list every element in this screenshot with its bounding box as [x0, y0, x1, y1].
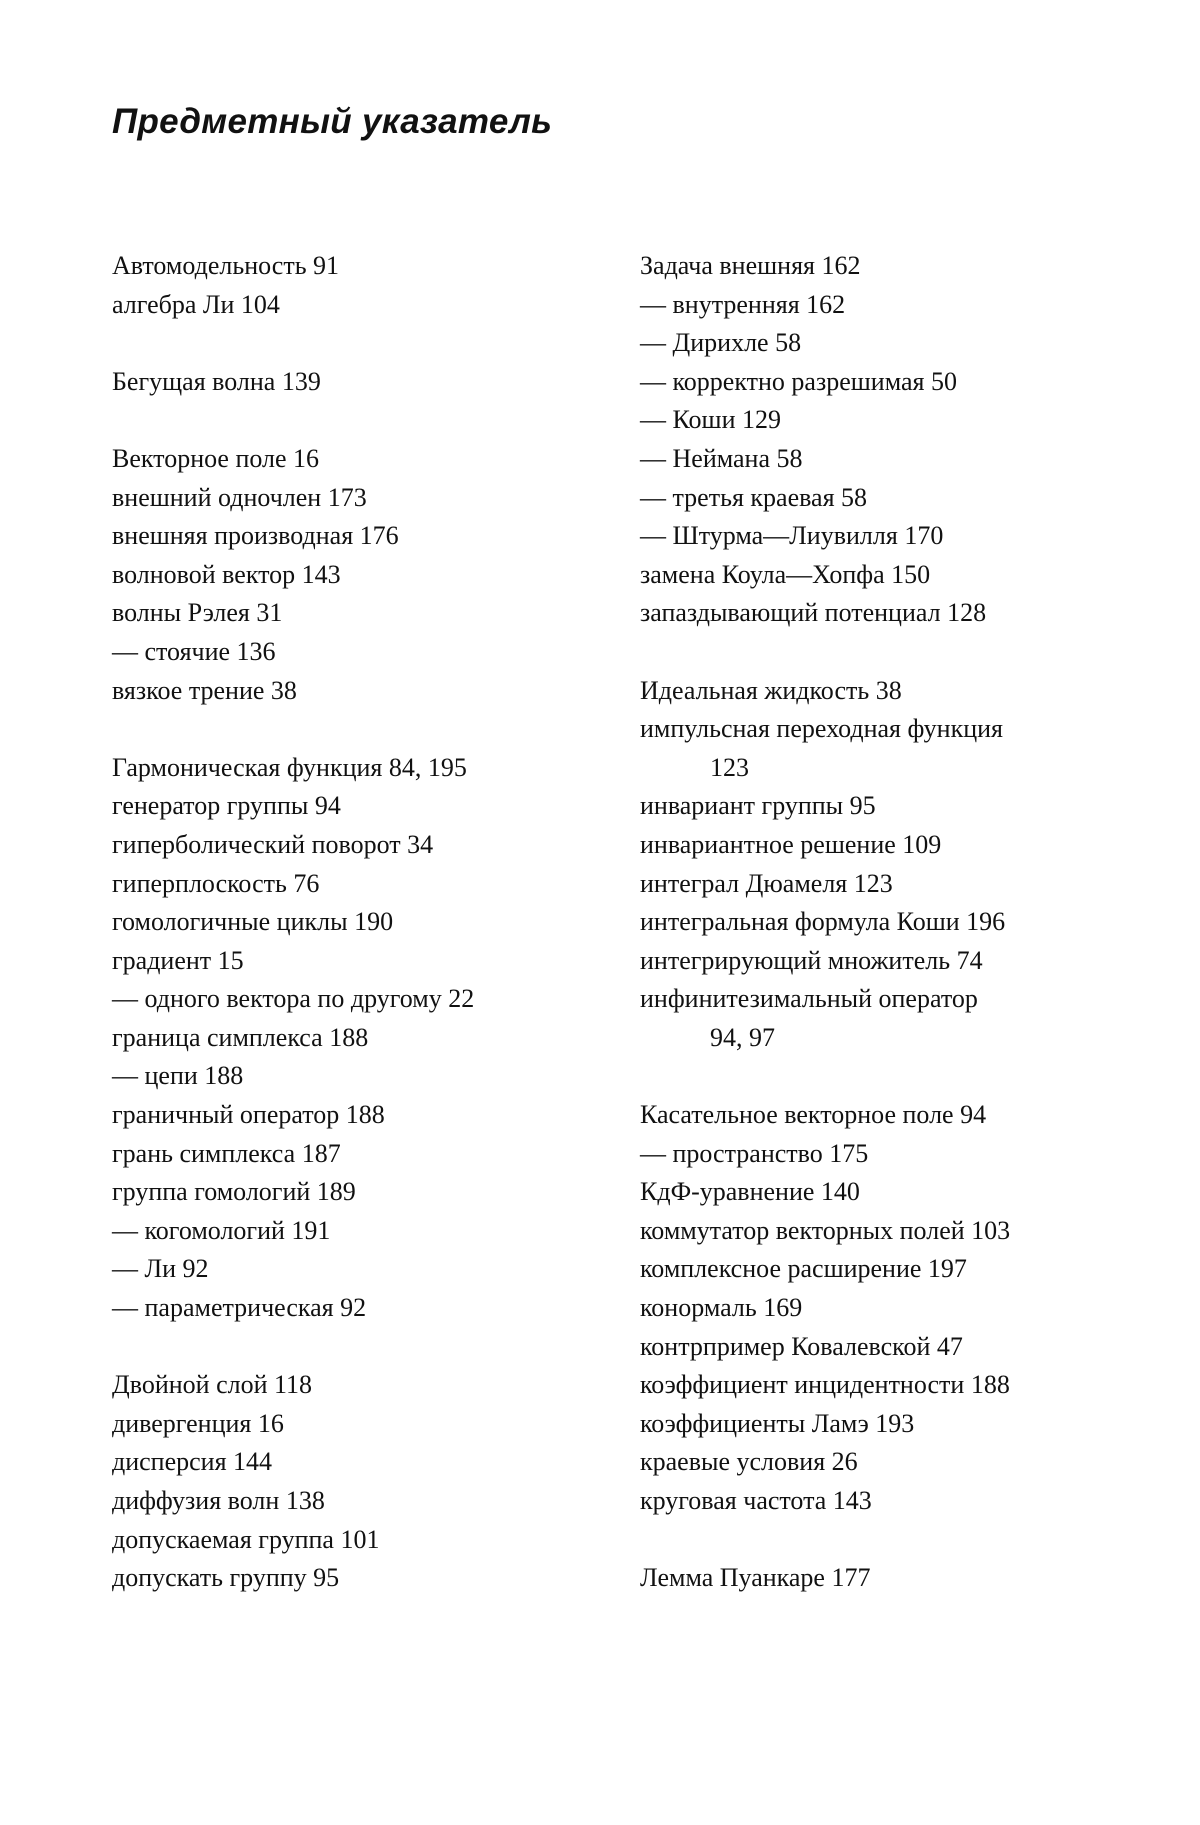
index-entry: [112, 826, 632, 865]
index-entry: [640, 556, 1180, 595]
index-entry-text: коммутатор векторных полей 103: [640, 1215, 1011, 1245]
index-entry-text: коэффициент инцидентности 188: [640, 1370, 1010, 1400]
index-entry: [640, 324, 1180, 363]
index-entry-text: Гармоническая функция 84, 195: [112, 752, 467, 782]
index-entry-text: допускать группу 95: [112, 1563, 340, 1593]
index-entry-text: гомологичные циклы 190: [112, 907, 394, 937]
index-entry-text: граница симплекса 188: [112, 1022, 369, 1052]
index-entry: [640, 1405, 1180, 1444]
index-entry: [112, 1482, 632, 1521]
index-entry-text: — корректно разрешимая 50: [640, 366, 957, 396]
index-entry: [112, 247, 632, 286]
index-entry: [640, 1212, 1180, 1251]
index-entry-text: гиперплоскость 76: [112, 868, 320, 898]
index-entry: [112, 1173, 632, 1212]
index-entry: [112, 1250, 632, 1289]
index-entry-text: инвариантное решение 109: [640, 829, 942, 859]
index-entry: [112, 1559, 632, 1598]
index-entry: [112, 1443, 632, 1482]
index-entry-text: градиент 15: [112, 945, 244, 975]
index-entry-text: — параметрическая 92: [112, 1293, 367, 1323]
index-entry: [640, 1289, 1180, 1328]
index-entry: [112, 1289, 632, 1328]
index-entry-text: — Коши 129: [640, 405, 781, 435]
index-entry-text: — Ли 92: [112, 1254, 209, 1284]
index-column-right: [640, 247, 1180, 1598]
index-entry: [112, 556, 632, 595]
index-entry: [112, 942, 632, 981]
index-entry-text: дисперсия 144: [112, 1447, 273, 1477]
index-entry-text: волновой вектор 143: [112, 559, 341, 589]
index-entry-text: Лемма Пуанкаре 177: [640, 1563, 871, 1593]
index-entry-text: комплексное расширение 197: [640, 1254, 967, 1284]
index-entry: [112, 363, 632, 402]
index-entry: [112, 1405, 632, 1444]
index-entry: [640, 1096, 1180, 1135]
index-entry-text: — одного вектора по другому 22: [112, 984, 475, 1014]
index-entry-text: запаздывающий потенциал 128: [640, 598, 987, 628]
index-entry: [112, 672, 632, 711]
index-entry: [640, 247, 1180, 286]
index-entry: [640, 942, 1180, 981]
index-entry-text: Бегущая волна 139: [112, 366, 321, 396]
index-entry-text: инвариант группы 95: [640, 791, 876, 821]
index-entry: [640, 1250, 1180, 1289]
index-entry-text: круговая частота 143: [640, 1486, 872, 1515]
index-entry: [640, 903, 1180, 942]
index-entry-text: инфинитезимальный оператор: [640, 984, 978, 1014]
index-entry: [112, 286, 632, 325]
index-entry: [112, 787, 632, 826]
index-entry-text: диффузия волн 138: [112, 1486, 325, 1515]
index-entry-text: грань симплекса 187: [112, 1138, 341, 1168]
index-entry-text: импульсная переходная функция: [640, 714, 1004, 744]
index-entry: [640, 479, 1180, 518]
index-entry-text: внешний одночлен 173: [112, 482, 367, 512]
index-entry: [640, 286, 1180, 325]
index-entry-text: — Штурма—Лиувилля 170: [640, 521, 944, 551]
index-entry: [112, 594, 632, 633]
index-entry: [112, 1521, 632, 1560]
index-entry-text: интегрирующий множитель 74: [640, 945, 983, 975]
index-entry-text: алгебра Ли 104: [112, 289, 280, 319]
index-entry: [640, 594, 1180, 633]
index-entry: [640, 1559, 1180, 1598]
index-entry-text: внешняя производная 176: [112, 521, 399, 551]
index-entry: [640, 401, 1180, 440]
index-entry: [640, 440, 1180, 479]
index-entry-text: — третья краевая 58: [640, 482, 868, 512]
index-entry: [640, 1173, 1180, 1212]
index-entry-text: Касательное векторное поле 94: [640, 1100, 987, 1130]
index-entry: [112, 1019, 632, 1058]
index-entry-text: — внутренняя 162: [640, 289, 846, 319]
index-entry: [640, 672, 1180, 711]
index-entry-text: Автомодельность 91: [112, 251, 340, 280]
index-entry: [112, 903, 632, 942]
index-entry: [112, 517, 632, 556]
index-entry-text: Задача внешняя 162: [640, 251, 861, 280]
index-entry: [112, 1212, 632, 1251]
page-title: Предметный указатель: [112, 102, 553, 141]
index-entry: [640, 363, 1180, 402]
index-entry: [640, 517, 1180, 556]
index-entry-text: — когомологий 191: [112, 1215, 331, 1245]
index-entry-text: КдФ-уравнение 140: [640, 1177, 860, 1207]
index-entry: [112, 440, 632, 479]
index-entry-text: конормаль 169: [640, 1293, 803, 1323]
index-entry-text: гиперболический поворот 34: [112, 829, 434, 859]
index-entry: [640, 1443, 1180, 1482]
index-entry-continuation: 94, 97: [710, 1022, 775, 1052]
index-entry: [112, 865, 632, 904]
index-entry-text: Двойной слой 118: [112, 1370, 313, 1400]
index-entry-text: краевые условия 26: [640, 1447, 858, 1477]
index-entry: [640, 1328, 1180, 1367]
index-entry: [112, 1366, 632, 1405]
index-entry: [640, 980, 1180, 1057]
index-entry: [640, 1482, 1180, 1521]
index-entry-text: волны Рэлея 31: [112, 598, 283, 628]
index-entry-text: — пространство 175: [640, 1138, 869, 1168]
index-entry: [112, 479, 632, 518]
index-entry-text: — стоячие 136: [112, 636, 276, 666]
index-entry-text: — цепи 188: [112, 1061, 244, 1091]
index-entry-text: — Неймана 58: [640, 443, 803, 473]
index-entry: [112, 1057, 632, 1096]
index-entry-text: граничный оператор 188: [112, 1100, 385, 1130]
index-entry-text: — Дирихле 58: [640, 328, 802, 358]
index-entry: [640, 1366, 1180, 1405]
index-entry: [640, 826, 1180, 865]
index-entry-text: Идеальная жидкость 38: [640, 675, 902, 705]
index-entry: [112, 749, 632, 788]
index-entry: [640, 1135, 1180, 1174]
index-entry-text: группа гомологий 189: [112, 1177, 356, 1207]
index-column-left: [112, 247, 632, 1598]
index-entry: [112, 980, 632, 1019]
index-entry-text: коэффициенты Ламэ 193: [640, 1408, 915, 1438]
index-entry: [112, 633, 632, 672]
index-entry: [640, 865, 1180, 904]
index-entry-text: генератор группы 94: [112, 791, 341, 821]
index-entry-text: замена Коула—Хопфа 150: [640, 559, 931, 589]
index-entry-text: Векторное поле 16: [112, 443, 320, 473]
index-entry-text: контрпример Ковалевской 47: [640, 1331, 963, 1361]
index-entry-text: дивергенция 16: [112, 1408, 284, 1438]
index-entry-text: допускаемая группа 101: [112, 1524, 380, 1554]
index-entry-text: вязкое трение 38: [112, 675, 297, 705]
index-entry: [640, 710, 1180, 787]
index-entry-text: интеграл Дюамеля 123: [640, 868, 893, 898]
index-entry: [112, 1135, 632, 1174]
index-entry: [640, 787, 1180, 826]
index-entry-continuation: 123: [710, 752, 749, 782]
index-entry-text: интегральная формула Коши 196: [640, 907, 1006, 937]
index-entry: [112, 1096, 632, 1135]
